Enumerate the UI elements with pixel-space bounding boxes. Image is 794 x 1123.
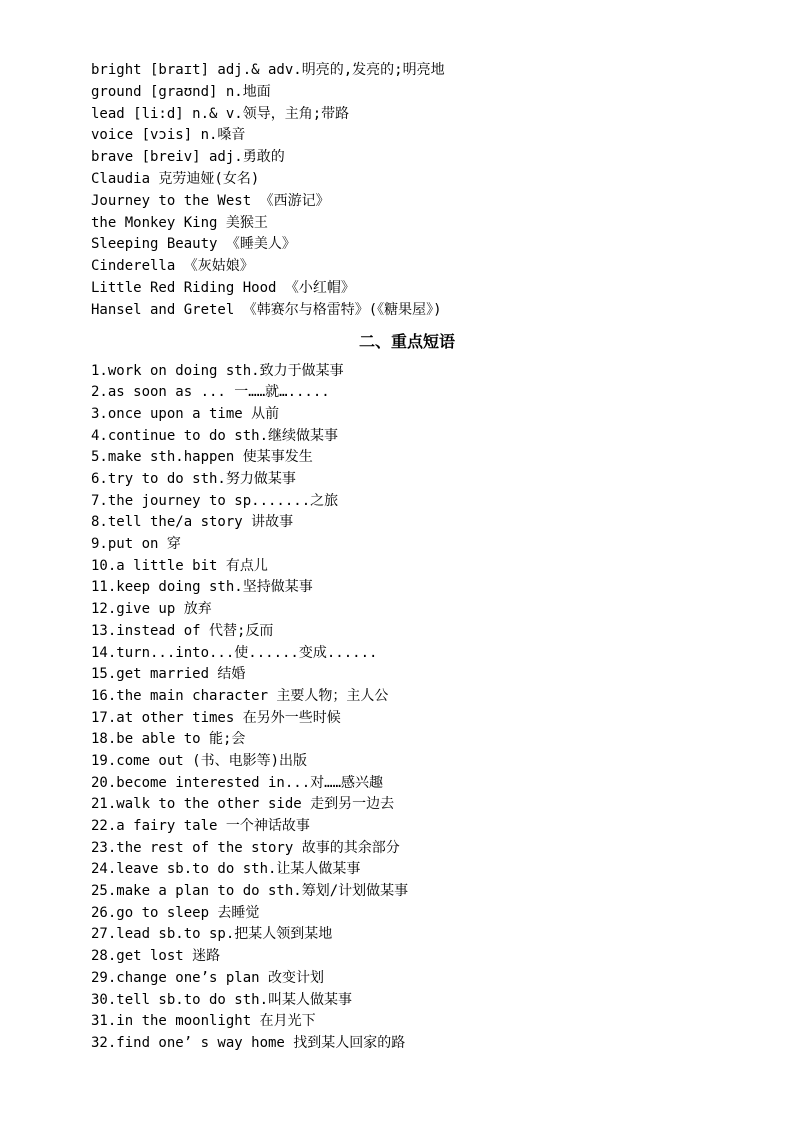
vocab-entry: Cinderella 《灰姑娘》 <box>91 258 254 275</box>
phrase-item: 22.a fairy tale 一个神话故事 <box>91 818 310 834</box>
phrase-item: 3.once upon a time 从前 <box>91 405 280 422</box>
vocab-entry: bright [braɪt] adj.& adv.明亮的,发亮的;明亮地 <box>91 62 445 78</box>
phrase-item: 23.the rest of the story 故事的其余部分 <box>91 839 400 856</box>
phrase-item: 1.work on doing sth.致力于做某事 <box>91 362 344 379</box>
vocab-entry: Claudia 克劳迪娅(女名) <box>91 170 260 187</box>
vocabulary-list <box>91 60 731 322</box>
phrase-item: 30.tell sb.to do sth.叫某人做某事 <box>91 991 353 1008</box>
phrase-item: 19.come out (书、电影等)出版 <box>91 752 308 769</box>
phrase-list <box>91 361 731 1055</box>
phrase-item: 26.go to sleep 去睡觉 <box>91 904 260 921</box>
vocab-entry: lead [li:d] n.& v.领导，主角;带路 <box>91 105 350 122</box>
document-page <box>91 60 731 1055</box>
phrase-item: 9.put on 穿 <box>91 536 181 553</box>
vocab-entry: Sleeping Beauty 《睡美人》 <box>91 236 296 253</box>
section-heading: 二、重点短语 <box>358 331 455 351</box>
phrase-item: 16.the main character 主要人物；主人公 <box>91 687 389 704</box>
vocab-entry: brave [breiv] adj.勇敢的 <box>91 149 285 166</box>
phrase-item: 4.continue to do sth.继续做某事 <box>91 427 339 444</box>
vocab-entry: Journey to the West 《西游记》 <box>91 192 330 209</box>
phrase-item: 7.the journey to sp.......之旅 <box>91 492 339 509</box>
phrase-item: 12.give up 放弃 <box>91 601 212 618</box>
phrase-item: 21.walk to the other side 走到另一边去 <box>91 796 395 813</box>
vocab-entry: voice [vɔis] n.嗓音 <box>91 127 246 144</box>
phrase-item: 20.become interested in...对……感兴趣 <box>91 774 384 791</box>
phrase-item: 17.at other times 在另外一些时候 <box>91 709 341 726</box>
phrase-item: 13.instead of 代替;反而 <box>91 622 274 639</box>
phrase-item: 25.make a plan to do sth.筹划/计划做某事 <box>91 883 409 900</box>
phrase-item: 28.get lost 迷路 <box>91 948 221 965</box>
phrase-item: 5.make sth.happen 使某事发生 <box>91 449 313 466</box>
phrase-item: 27.lead sb.to sp.把某人领到某地 <box>91 926 333 943</box>
phrase-item: 29.change one’s plan 改变计划 <box>91 969 325 986</box>
phrase-item: 14.turn...into...使......变成...... <box>91 644 378 661</box>
vocab-entry: Little Red Riding Hood 《小红帽》 <box>91 279 355 296</box>
phrase-item: 10.a little bit 有点儿 <box>91 557 268 574</box>
vocab-entry: Hansel and Gretel 《韩赛尔与格雷特》(《糖果屋》) <box>91 301 442 318</box>
phrase-item: 2.as soon as ... 一……就…..... <box>91 384 330 401</box>
vocab-entry: ground [graʊnd] n.地面 <box>91 83 271 100</box>
vocab-entry: the Monkey King 美猴王 <box>91 214 268 231</box>
phrase-item: 18.be able to 能;会 <box>91 731 246 748</box>
phrase-item: 32.find one’ s way home 找到某人回家的路 <box>91 1034 406 1051</box>
phrase-item: 24.leave sb.to do sth.让某人做某事 <box>91 861 361 878</box>
phrase-item: 15.get married 结婚 <box>91 666 246 683</box>
phrase-item: 31.in the moonlight 在月光下 <box>91 1013 316 1030</box>
phrase-item: 6.try to do sth.努力做某事 <box>91 471 296 487</box>
phrase-item: 11.keep doing sth.坚持做某事 <box>91 579 313 596</box>
phrase-item: 8.tell the/a story 讲故事 <box>91 514 294 531</box>
